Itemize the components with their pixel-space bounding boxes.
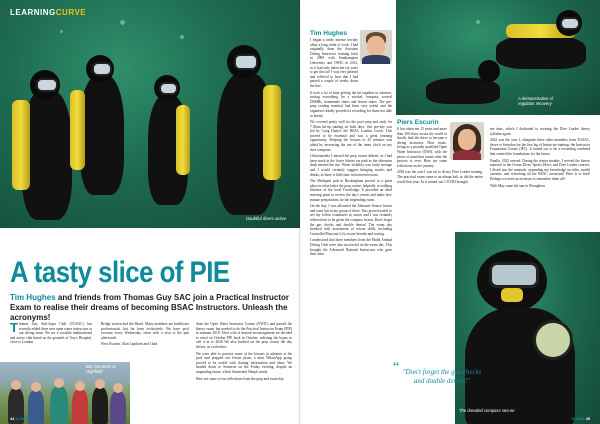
photo-compass-diver: [455, 232, 600, 424]
paragraph: I began a fairly intense ten-day affair a long week of work. I had originally done the Assistant Diving Instructor training back in 2009 with Southampton University and OWIC in 2012, so it had only taken me six years to get this far! I was very pleased and relieved to hear that I had passed a couple of weeks down the line.: [310, 38, 358, 88]
spine-gutter: [299, 0, 301, 424]
article-standfirst: [10, 293, 295, 323]
person-head: [11, 380, 21, 390]
author-heading-tim: Tim Hughes: [310, 30, 348, 37]
diver-figure: [140, 75, 195, 205]
compass-icon: [533, 320, 573, 360]
person-figure: [28, 390, 44, 424]
diver-figure: [496, 10, 591, 80]
bubble: [180, 35, 184, 39]
paragraph: The Medipark pub in Buckingham proved to a great place to refuel after the prep course, helpfully in walking distance of the local Travelodge. It provided an ideal meeting point to review the day's events and make last-minute preparations for the impending exam.: [310, 179, 392, 202]
section-tag-prefix: LEARNING: [10, 8, 56, 17]
footer-brand: SCUBA: [571, 417, 585, 421]
page-number: 44: [10, 417, 15, 421]
standfirst-text: and friends from Thomas Guy SAC join a Practical Instructor Exam to realise their dreams of becoming BSAC Instructors. Unleash the acronyms!: [10, 293, 290, 322]
footer-left: [10, 417, 29, 421]
photo-caption: Bar 13a team at Highfield: [86, 364, 116, 374]
drop-cap: T: [10, 322, 18, 335]
diver-mask: [489, 262, 539, 288]
photo-caption: The dreaded compass sea-ee: [459, 408, 515, 413]
pull-quote: "Don't forget the gas checks and double demos!": [402, 368, 482, 385]
footer-right: [571, 417, 590, 421]
regulator-icon: [501, 288, 523, 302]
piers-column-2: [490, 127, 590, 227]
footer-brand: SCUBA: [15, 417, 29, 421]
section-tag-suffix: CURVE: [55, 8, 87, 17]
paragraph: We were able to practise some of the lessons in advance at the pool and prepped our lesson plans, a mini WhatsApp group proved to be useful with sharing information and ideas. We headed down to Somerset on the Friday evening, despite an impending storm, which threatened 50mph winds.: [196, 351, 292, 374]
bubble: [476, 20, 480, 24]
person-head: [113, 383, 123, 393]
diver-figure: [205, 45, 285, 215]
paragraph: We covered pretty well for the pool prep and early for 7.30am kit-up starting on both days. Our pre-day was led by Craig Daniel, the BSAC London Coach. This proved to be essential and was a great learning opportunity. Keeping the lessons to 45 minutes was aided by increasing the use of the timer clock on my dive computer.: [310, 120, 392, 152]
paragraph: homas Guy Sub-Aqua Club (TGSAC) has recently added three new open water instructors to our diving team. We are a sociable multinational and active club based on the grounds of Guy's Hospital, close to London: [10, 322, 92, 345]
person-figure: [72, 389, 88, 424]
person-head: [95, 379, 105, 389]
right-page: [300, 0, 600, 424]
paragraph: Piers Escurin, Alan Lapthorn and I had: [101, 342, 157, 347]
paragraph: Finally, 2023 arrived. During the winter months, I revised the theory material in the Ocean Diver, Sports Diver, and Dive Leader courses. I dived into the manuals, expanding my knowledge on tides, model currents, and refreshing all the BSAC acronyms! Here is to bird! Perhaps we need an acronym to remember them all!: [490, 158, 590, 181]
paragraph: Unfortunately I missed the prep course debrief, as I had been stuck in the lower lobster car park as the afternoon dusk entered the site. Water visibility was fairly average and I would certainly suggest bringing snacks and drinks, as there is little time in between lessons.: [310, 154, 392, 177]
paragraph: Here are some of our reflections from the prep and exam day.: [196, 376, 285, 381]
page-number: 45: [585, 417, 590, 421]
tim-column: [310, 38, 392, 420]
diver-figure: [70, 55, 130, 195]
article-headline: A tasty slice of PIE: [10, 256, 230, 289]
body-column-1: [10, 322, 92, 362]
person-figure: [50, 386, 68, 424]
paragraph: Bridge station and the Shard. Many members are healthcare professionals, but far from exclusively. We have pool sessions every Wednesday, often with a visit to the pub afterwards.: [101, 322, 189, 340]
section-tag: [10, 8, 86, 17]
photo-regulator-recovery: [396, 0, 600, 115]
body-column-3: [196, 322, 292, 420]
bubble: [120, 20, 125, 25]
person-head: [75, 381, 85, 391]
paragraph: me time, which I dedicated to revising the Dive Leader theory syllabus again.: [490, 127, 590, 136]
quote-mark-icon: “: [393, 360, 400, 375]
person-figure: [92, 387, 108, 424]
person-head: [54, 378, 64, 388]
author-heading-piers: Piers Escurin: [397, 119, 439, 126]
person-head: [31, 382, 41, 392]
bubble: [60, 30, 63, 33]
paragraph: It has taken me 13 years and more than 300 dives across the world to finally find the drive to become a diving instructor. How ironic, living as a proudly qualified Open Water Instructor (OWI), with the peace of mind that comes after the process is over. Here are some reflections on the journey.: [397, 127, 447, 168]
photo-group-poolside: [0, 362, 130, 424]
standfirst-author: Tim Hughes: [10, 293, 56, 302]
paragraph: On the day, I was allocated the Alternate Source lesson and went last in my group of three. This proved useful to see my fellow examinees in action and I was certainly relieved not to be given the compass lesson. Don't forget the gas checks and double demos! The exam day finished with assessment of rescue skills, including Controlled Buoyant Lift, rescue breaths and towing.: [310, 204, 392, 236]
paragraph: It took a lot of time getting the kit together in advance, sorting everything for a snorkel, compass, several DSMBs, homemade slates and lesson slates. The pre-prep reading material had been very useful and the organisers kindly provided a recording for those not able to attend.: [310, 90, 392, 118]
photo-divers-group: [0, 0, 300, 228]
photo-caption: A demonstration of regulator recovery: [518, 96, 553, 106]
person-figure: [110, 391, 126, 424]
body-column-2: [101, 322, 189, 362]
paragraph: done the Open Water Instructor Course (OWIC) and passed the theory exam, but needed to do the Practical Instructor Exam (PIE) in summer 2019. After a bit of mutual encouragement we decided to enrol on October PIE back in October, enlisting the hopes to call it in to 2020 We also booked on the prep course the day before, as a refresher.: [196, 322, 292, 349]
paragraph: 2018 was the year I was set to do my Dive Leader training. The practical exam came to an abrupt halt, as did the entire world that year. As it turned out, COVID brought: [397, 170, 483, 184]
paragraph: With May came the sun in Wroughton: [490, 183, 545, 188]
photo-caption: Doubtful divers active: [246, 216, 287, 221]
paragraph: I understood that three members from the Moldi Animal Diving Club were also successful on the exam day. This brought the Advanced National Instructors who gave their time.: [310, 238, 392, 257]
paragraph: 2022 was the year I, alongside three other members from TGSAC, drove to Swindon for the first leg of Instructor training: the Instructor Foundation Course (IFC). It turned out to be a rewarding weekend that created the foundations for the future.: [490, 138, 590, 156]
diver-figure: [426, 60, 506, 110]
